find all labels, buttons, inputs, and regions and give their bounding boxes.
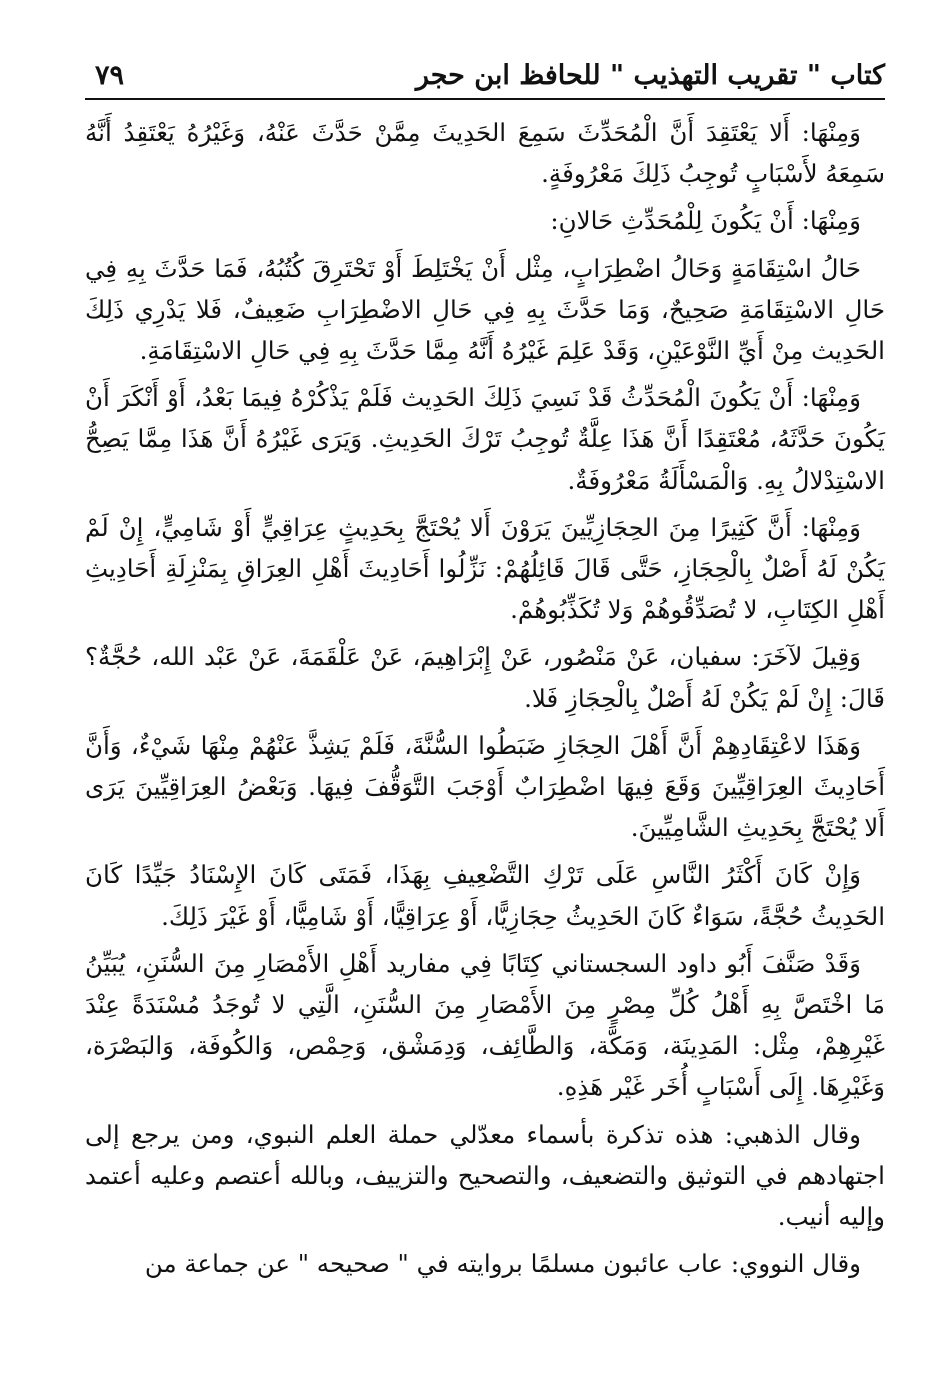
running-title: كتاب " تقريب التهذيب " للحافظ ابن حجر bbox=[415, 60, 885, 91]
paragraph: وَمِنْهَا: أَنَّ كَثِيرًا مِنَ الحِجَازِيِّينَ يَرَوْنَ أَلا يُحْتَجَّ بِحَدِيثٍ عِرَاقِيٍّ أَوْ شَامِيٍّ، إِنْ لَمْ يَكُنْ لَهُ أَصْلٌ بِالْحِجَازِ، حَتَّى قَالَ قَائِلُهُمْ: نَزِّلُوا أَحَادِيثَ أَهْلِ العِرَاقِ بِمَنْزِلَةِ أَحَادِيثِ أَهْلِ الكِتَابِ، لا تُصَدِّقُوهُمْ وَلا تُكَذِّبُوهُمْ. bbox=[85, 512, 885, 625]
paragraph: وقال النووي: عاب عائبون مسلمًا بروايته في " صحيحه " عن جماعة من bbox=[144, 1249, 861, 1279]
paragraph: وقال الذهبي: هذه تذكرة بأسماء معدّلي حملة العلم النبوي، ومن يرجع إلى اجتهادهم في التوثيق والتضعيف، والتصحيح والتزييف، وبالله أعتصم وعليه أعتمد وإليه أنيب. bbox=[85, 1119, 885, 1232]
body-text bbox=[85, 112, 885, 1284]
paragraph: وَقَدْ صَنَّفَ أَبُو داود السجستاني كِتَابًا فِي مفاريد أَهْلِ الأَمْصَارِ مِنَ السُّنَنِ، يُبَيِّنُ مَا اخْتَصَّ بِهِ أَهْلُ كُلِّ مِصْرٍ مِنَ الأَمْصَارِ مِنَ السُّنَنِ، الَّتِي لا تُوجَدُ مُسْنَدَةً عِنْدَ غَيْرِهِمْ، مِثْل: المَدِينَة، وَمَكَّة، وَالطَّائِف، وَدِمَشْق، وَحِمْص، وَالكُوفَة، وَالبَصْرَة، وَغَيْرِهَا. إِلَى أَسْبَابٍ أُخَر غَيْر هَذِهِ. bbox=[85, 948, 885, 1102]
paragraph: وَهَذَا لاعْتِقَادِهِمْ أَنَّ أَهْلَ الحِجَازِ ضَبَطُوا السُّنَّةَ، فَلَمْ يَشِذَّ عَنْهُمْ مِنْهَا شَيْءٌ، وَأَنَّ أَحَادِيثَ العِرَاقِيِّينَ وَقَعَ فِيهَا اضْطِرَابٌ أَوْجَبَ التَّوَقُّفَ فِيهَا. وَبَعْضُ العِرَاقِيِّينَ يَرَى أَلا يُحْتَجَّ بِحَدِيثِ الشَّامِيِّينَ. bbox=[85, 730, 885, 843]
paragraph: وَإِنْ كَانَ أَكْثَرُ النَّاسِ عَلَى تَرْكِ التَّضْعِيفِ بِهَذَا، فَمَتَى كَانَ الإِسْنَادُ جَيِّدًا كَانَ الحَدِيثُ حُجَّةً، سَوَاءٌ كَانَ الحَدِيثُ حِجَازِيًّا، أَوْ عِرَاقِيًّا، أَوْ شَامِيًّا، أَوْ غَيْرَ ذَلِكَ. bbox=[85, 860, 885, 931]
paragraph: وَمِنْهَا: أَنْ يَكُونَ لِلْمُحَدِّثِ حَالانِ: bbox=[550, 206, 861, 236]
page-number: ٧٩ bbox=[95, 60, 125, 91]
paragraph: وَمِنْهَا: أَنْ يَكُونَ الْمُحَدِّثُ قَدْ نَسِيَ ذَلِكَ الحَدِيث فَلَمْ يَذْكُرْهُ فِيمَا بَعْدُ، أَوْ أَنْكَرَ أَنْ يَكُونَ حَدَّثَهُ، مُعْتَقِدًا أَنَّ هَذَا عِلَّةٌ تُوجِبُ تَرْكَ الحَدِيثِ. وَيَرَى غَيْرُهُ أَنَّ هَذَا مِمَّا يَصِحُّ الاسْتِدْلالُ بِهِ. وَالْمَسْأَلَةُ مَعْرُوفَةٌ. bbox=[85, 383, 885, 495]
paragraph: وَمِنْهَا: أَلا يَعْتَقِدَ أَنَّ الْمُحَدِّثَ سَمِعَ الحَدِيثَ مِمَّنْ حَدَّثَ عَنْهُ، وَغَيْرُهُ يَعْتَقِدُ أَنَّهُ سَمِعَهُ لأَسْبَابٍ تُوجِبُ ذَلِكَ مَعْرُوفَةٍ. bbox=[85, 118, 885, 189]
paragraph: وَقِيلَ لآخَرَ: سفيان، عَنْ مَنْصُور، عَنْ إِبْرَاهِيمَ، عَنْ عَلْقَمَةَ، عَنْ عَبْد الله، حُجَّةٌ؟ قَالَ: إِنْ لَمْ يَكُنْ لَهُ أَصْلٌ بِالْحِجَازِ فَلا. bbox=[85, 642, 885, 713]
page-header bbox=[85, 58, 885, 100]
page bbox=[85, 58, 885, 1290]
paragraph: حَالُ اسْتِقَامَةٍ وَحَالُ اضْطِرَابٍ، مِثْل أَنْ يَخْتَلِطَ أَوْ تَحْتَرِقَ كُتُبُهُ، فَمَا حَدَّثَ بِهِ فِي حَالِ الاسْتِقَامَةِ صَحِيحٌ، وَمَا حَدَّثَ بِهِ فِي حَالِ الاضْطِرَابِ ضَعِيفٌ، فَلا يَدْرِي ذَلِكَ الحَدِيث مِنْ أَيِّ النَّوْعَيْنِ، وَقَدْ عَلِمَ غَيْرُهُ أَنَّهُ مِمَّا حَدَّثَ بِهِ فِي حَالِ الاسْتِقَامَةِ. bbox=[85, 253, 885, 366]
